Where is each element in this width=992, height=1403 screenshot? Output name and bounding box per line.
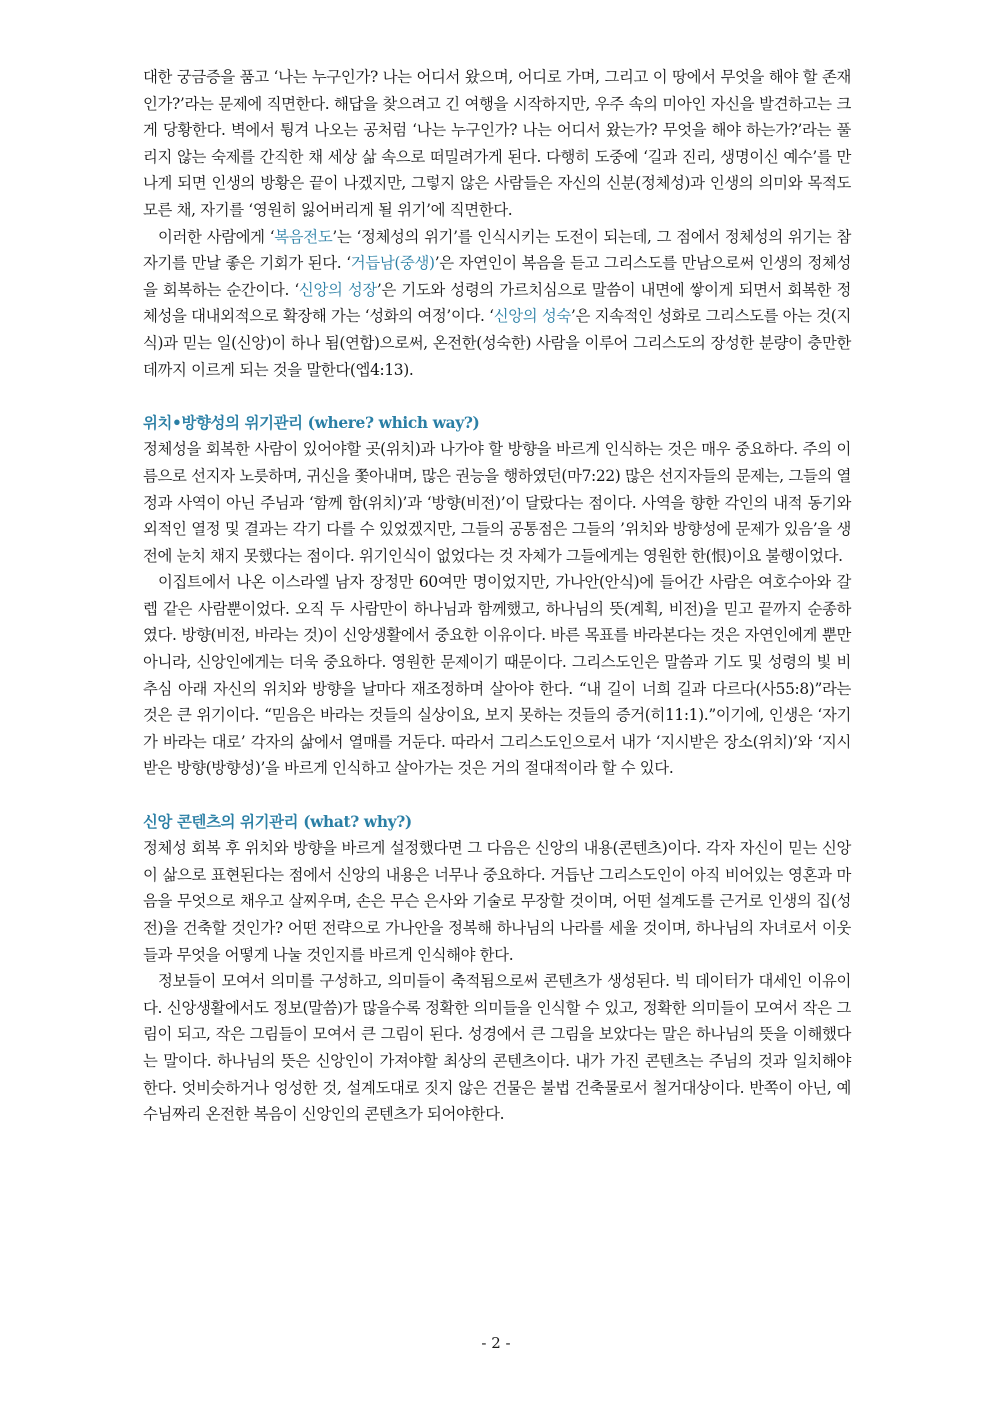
highlight-evangelism: 복음전도 (274, 227, 333, 246)
section-spacer (143, 782, 851, 809)
intro-p2-text-d: ’은 기도와 성령의 가르치심으로 말씀이 내면에 쌓이게 되면서 회복한 정체성을 대내외적으로 확장해 가는 ‘성화의 여정’이다. ‘ (143, 280, 851, 326)
page-number: - 2 - (481, 1334, 511, 1352)
intro-p2-text-a: 이러한 사람에게 ‘ (158, 227, 275, 246)
section1-paragraph-1: 정체성을 회복한 사람이 있어야할 곳(위치)과 나가야 할 방향을 바르게 인식하는 것은 매우 중요하다. 주의 이름으로 선지자 노릇하며, 귀신을 쫓아내며, 많은 권능을 행하였던(마7:22) 많은 선지자들의 문제는, 그들의 열정과 사역이 아닌 주님과 ‘함께 함(위치)’과 ‘방향(비전)’이 달랐다는 점이다. 사역을 향한 각인의 내적 동기와 외적인 열정 및 결과는 각기 다를 수 있었겠지만, 그들의 공통점은 그들의 ’위치와 방향성에 문제가 있음’을 생전에 눈치 채지 못했다는 점이다. 위기인식이 없었다는 것 자체가 그들에게는 영원한 한(恨)이요 불행이었다. (143, 440, 851, 565)
section-spacer (143, 383, 851, 410)
highlight-faith-growth: 신앙의 성장 (298, 280, 377, 299)
intro-p2-text-c: ’은 자연인이 복음을 듣고 그리스도를 만남으로써 인생의 정체성을 회복하는 순간이다. ‘ (143, 254, 851, 299)
intro-paragraph-2 (143, 224, 851, 384)
intro-p2-text-e: ’은 지속적인 성화로 그리스도를 아는 것(지식)과 믿는 일(신앙)이 하나 됨(연합)으로써, 온전한(성숙한) 사람을 이루어 그리스도의 장성한 분량이 충만한 데까지 이르게 되는 것을 말한다(엡4:13). (143, 307, 851, 379)
intro-p2-text-b: ’는 ‘정체성의 위기’를 인식시키는 도전이 되는데, 그 점에서 정체성의 위기는 참 자기를 만날 좋은 기회가 된다. ‘ (143, 227, 851, 273)
highlight-faith-maturity: 신앙의 성숙 (493, 307, 571, 326)
document-body (143, 64, 851, 1128)
highlight-rebirth: 거듭남(중생) (350, 254, 435, 273)
section1-paragraph-2: 이집트에서 나온 이스라엘 남자 장정만 60여만 명이었지만, 가나안(안식)에 들어간 사람은 여호수아와 갈렙 같은 사람뿐이었다. 오직 두 사람만이 하나님과 함께했고, 하나님의 뜻(계획, 비전)을 믿고 끝까지 순종하였다. 방향(비전, 바라는 것)이 신앙생활에서 중요한 이유이다. 바른 목표를 바라본다는 것은 자연인에게 뿐만 아니라, 신앙인에게는 더욱 중요하다. 영원한 문제이기 때문이다. 그리스도인은 말씀과 기도 및 성령의 빛 비추심 아래 자신의 위치와 방향을 날마다 재조정하며 살아야 한다. “내 길이 너희 길과 다르다(사55:8)”라는 것은 큰 위기이다. “믿음은 바라는 것들의 실상이요, 보지 못하는 것들의 증거(히11:1).”이기에, 인생은 ‘자기가 바라는 대로’ 각자의 삶에서 열매를 거둔다. 따라서 그리스도인으로서 내가 ‘지시받은 장소(위치)’와 ‘지시받은 방향(방향성)’을 바르게 인식하고 살아가는 것은 거의 절대적이라 할 수 있다. (143, 573, 851, 778)
intro-paragraph-1: 대한 궁금증을 품고 ‘나는 누구인가? 나는 어디서 왔으며, 어디로 가며, 그리고 이 땅에서 무엇을 해야 할 존재인가?’라는 문제에 직면한다. 해답을 찾으려고 긴 여행을 시작하지만, 우주 속의 미아인 자신을 발견하고는 크게 당황한다. 벽에서 튕겨 나오는 공처럼 ‘나는 누구인가? 나는 어디서 왔는가? 무엇을 해야 하는가?’라는 풀리지 않는 숙제를 간직한 채 세상 삶 속으로 떠밀려가게 된다. 다행히 도중에 ‘길과 진리, 생명이신 예수’를 만나게 되면 인생의 방황은 끝이 나겠지만, 그렇지 않은 사람들은 자신의 신분(정체성)과 인생의 의미와 목적도 모른 채, 자기를 ‘영원히 잃어버리게 될 위기’에 직면한다. (143, 68, 851, 219)
section-heading-faith-contents: 신앙 콘텐츠의 위기관리 (what? why?) (143, 812, 412, 831)
section2-paragraph-2: 정보들이 모여서 의미를 구성하고, 의미들이 축적됨으로써 콘텐츠가 생성된다. 빅 데이터가 대세인 이유이다. 신앙생활에서도 정보(말씀)가 많을수록 정확한 의미들을 인식할 수 있고, 정확한 의미들이 모여서 작은 그림이 되고, 작은 그림들이 모여서 큰 그림이 된다. 성경에서 큰 그림을 보았다는 말은 하나님의 뜻을 이해했다는 말이다. 하나님의 뜻은 신앙인이 가져야할 최상의 콘텐츠이다. 내가 가진 콘텐츠는 주님의 것과 일치해야 한다. 엇비슷하거나 엉성한 것, 설계도대로 짓지 않은 건물은 불법 건축물로서 철거대상이다. 반쪽이 아닌, 예수님짜리 온전한 복음이 신앙인의 콘텐츠가 되어야한다. (143, 972, 851, 1124)
section2-paragraph-1: 정체성 회복 후 위치와 방향을 바르게 설정했다면 그 다음은 신앙의 내용(콘텐츠)이다. 각자 자신이 믿는 신앙이 삶으로 표현된다는 점에서 신앙의 내용은 너무나 중요하다. 거듭난 그리스도인이 아직 비어있는 영혼과 마음을 무엇으로 채우고 살찌우며, 손은 무슨 은사와 기술로 무장할 것이며, 어떤 설계도를 근거로 인생의 집(성전)을 건축할 것인가? 어떤 전략으로 가나안을 정복해 하나님의 나라를 세울 것이며, 하나님의 자녀로서 이웃들과 무엇을 어떻게 나눌 것인지를 바르게 인식해야 한다. (143, 839, 851, 964)
section-heading-position-direction: 위치•방향성의 위기관리 (where? which way?) (143, 413, 480, 432)
